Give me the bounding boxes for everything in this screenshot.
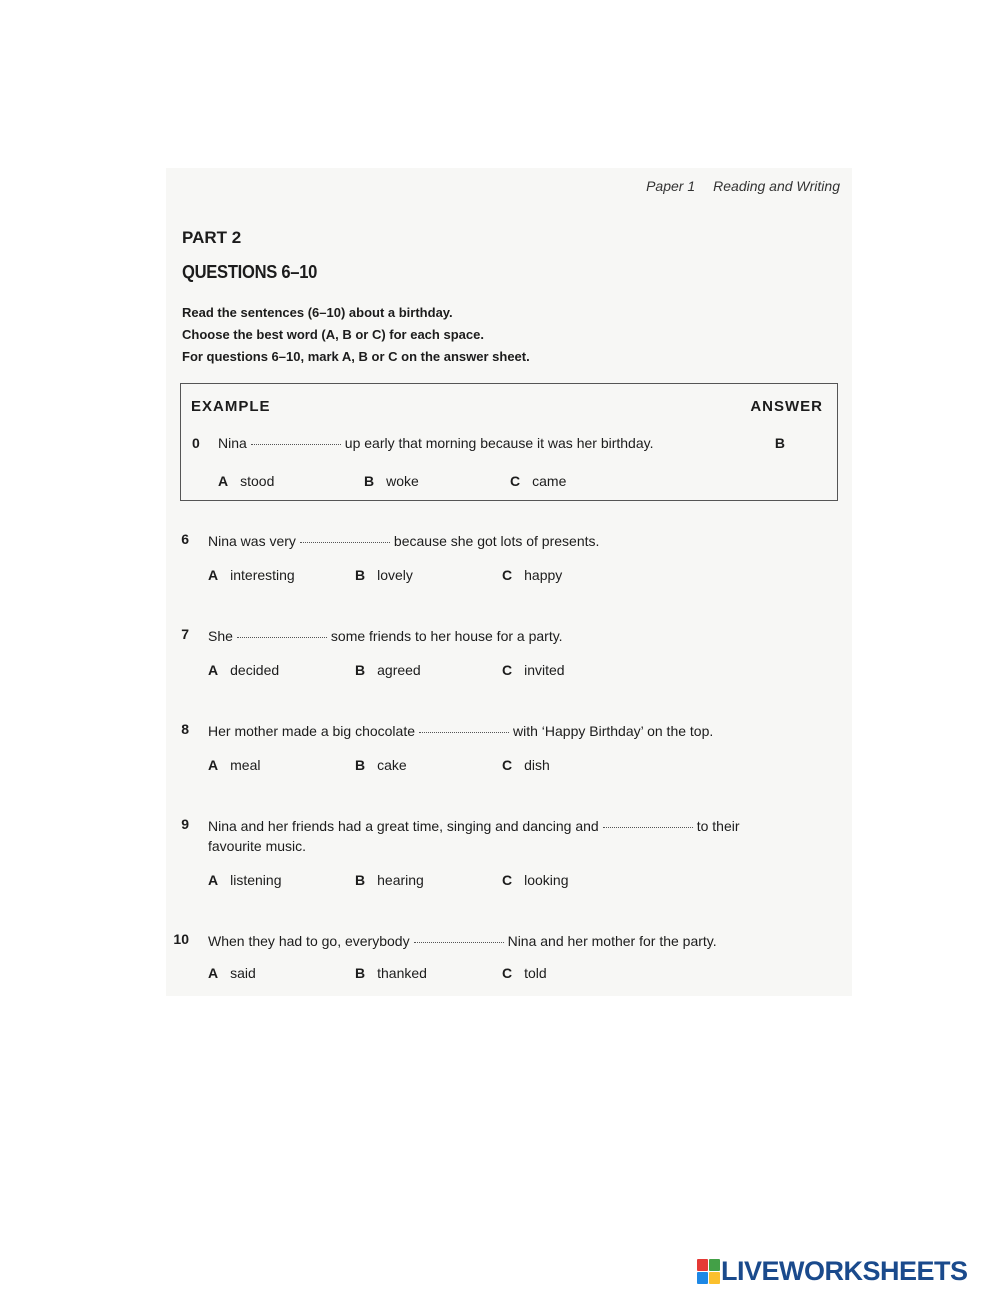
option-text: stood: [240, 473, 275, 489]
option-text: interesting: [230, 567, 295, 583]
text-before: Nina and her friends had a great time, singing and dancing and: [208, 818, 599, 834]
option-text: came: [532, 473, 567, 489]
option-text: told: [524, 965, 547, 981]
option-letter: A: [208, 965, 219, 981]
question-number: 6: [181, 531, 189, 547]
example-text-before: Nina: [218, 435, 247, 451]
logo-square: [697, 1272, 708, 1284]
answer-label: ANSWER: [750, 398, 823, 415]
option-text: listening: [230, 872, 282, 888]
liveworksheets-logo[interactable]: [697, 1256, 968, 1286]
option-letter: C: [502, 757, 513, 773]
option-letter: B: [355, 567, 366, 583]
page-header: [628, 178, 840, 194]
example-box: [180, 383, 838, 501]
text-after: with ‘Happy Birthday’ on the top.: [513, 723, 714, 739]
questions-heading: QUESTIONS 6–10: [182, 262, 318, 282]
option-a[interactable]: [208, 965, 256, 981]
option-text: cake: [377, 757, 407, 773]
question-text: [208, 816, 793, 856]
text-after: Nina and her mother for the party.: [507, 933, 717, 949]
instruction-line: For questions 6–10, mark A, B or C on the answer sheet.: [182, 349, 530, 364]
answer-blank[interactable]: [603, 827, 693, 828]
option-c[interactable]: [502, 872, 569, 888]
example-option: [364, 473, 419, 489]
option-letter: A: [208, 662, 219, 678]
option-letter: B: [355, 757, 366, 773]
option-b[interactable]: [355, 965, 427, 981]
option-text: thanked: [377, 965, 427, 981]
question-text: [208, 626, 808, 646]
option-letter: C: [502, 965, 513, 981]
logo-square: [709, 1259, 720, 1271]
question-number: 10: [173, 931, 189, 947]
option-c[interactable]: [502, 662, 565, 678]
option-letter: C: [502, 567, 513, 583]
paper-title: Reading and Writing: [713, 178, 840, 194]
logo-text: LIVEWORKSHEETS: [721, 1255, 968, 1286]
option-letter: B: [355, 965, 366, 981]
option-a[interactable]: [208, 567, 295, 583]
text-after: some friends to her house for a party.: [330, 628, 563, 644]
option-text: agreed: [377, 662, 421, 678]
question-number: 9: [181, 816, 189, 832]
question-text: [208, 721, 808, 741]
instruction-line: Choose the best word (A, B or C) for each space.: [182, 327, 484, 342]
option-letter: B: [355, 662, 366, 678]
question-number: 8: [181, 721, 189, 737]
option-text: happy: [524, 567, 563, 583]
text-before: Her mother made a big chocolate: [208, 723, 415, 739]
option-a[interactable]: [208, 757, 260, 773]
option-a[interactable]: [208, 662, 279, 678]
text-after: because she got lots of presents.: [393, 533, 600, 549]
question-text: [208, 931, 808, 951]
option-text: meal: [230, 757, 261, 773]
instruction-line: Read the sentences (6–10) about a birthday.: [182, 305, 453, 320]
option-letter: A: [218, 473, 229, 489]
option-letter: C: [502, 872, 513, 888]
option-text: invited: [524, 662, 565, 678]
option-c[interactable]: [502, 567, 562, 583]
option-letter: C: [510, 473, 521, 489]
question-number: 7: [181, 626, 189, 642]
option-c[interactable]: [502, 757, 550, 773]
answer-blank[interactable]: [237, 637, 327, 638]
example-option: [510, 473, 566, 489]
option-text: lovely: [377, 567, 413, 583]
example-blank: [251, 444, 341, 445]
answer-blank[interactable]: [419, 732, 509, 733]
text-before: Nina was very: [208, 533, 296, 549]
option-b[interactable]: [355, 662, 421, 678]
option-c[interactable]: [502, 965, 547, 981]
option-text: said: [230, 965, 256, 981]
example-option: [218, 473, 274, 489]
option-text: looking: [524, 872, 569, 888]
text-before: She: [208, 628, 233, 644]
option-b[interactable]: [355, 872, 424, 888]
logo-icon: [697, 1259, 719, 1283]
instructions: [182, 302, 530, 368]
example-label: EXAMPLE: [191, 398, 271, 415]
option-text: hearing: [377, 872, 424, 888]
option-text: dish: [524, 757, 550, 773]
option-letter: A: [208, 757, 219, 773]
option-b[interactable]: [355, 757, 407, 773]
question-text: [208, 531, 808, 551]
answer-blank[interactable]: [414, 942, 504, 943]
example-number: 0: [192, 435, 200, 451]
text-before: When they had to go, everybody: [208, 933, 410, 949]
option-letter: A: [208, 872, 219, 888]
part-heading: PART 2: [182, 228, 242, 247]
answer-blank[interactable]: [300, 542, 390, 543]
option-letter: B: [355, 872, 366, 888]
logo-square: [697, 1259, 708, 1271]
option-text: decided: [230, 662, 280, 678]
example-answer: B: [774, 435, 785, 451]
option-text: woke: [386, 473, 419, 489]
text-after: to their favourite music.: [208, 818, 740, 854]
example-text-after: up early that morning because it was her birthday.: [344, 435, 654, 451]
option-a[interactable]: [208, 872, 282, 888]
worksheet-page: [166, 168, 852, 996]
paper-label: Paper 1: [646, 178, 696, 194]
logo-square: [709, 1272, 720, 1284]
option-b[interactable]: [355, 567, 413, 583]
option-letter: A: [208, 567, 219, 583]
option-letter: B: [364, 473, 375, 489]
example-sentence: [218, 435, 653, 451]
option-letter: C: [502, 662, 513, 678]
